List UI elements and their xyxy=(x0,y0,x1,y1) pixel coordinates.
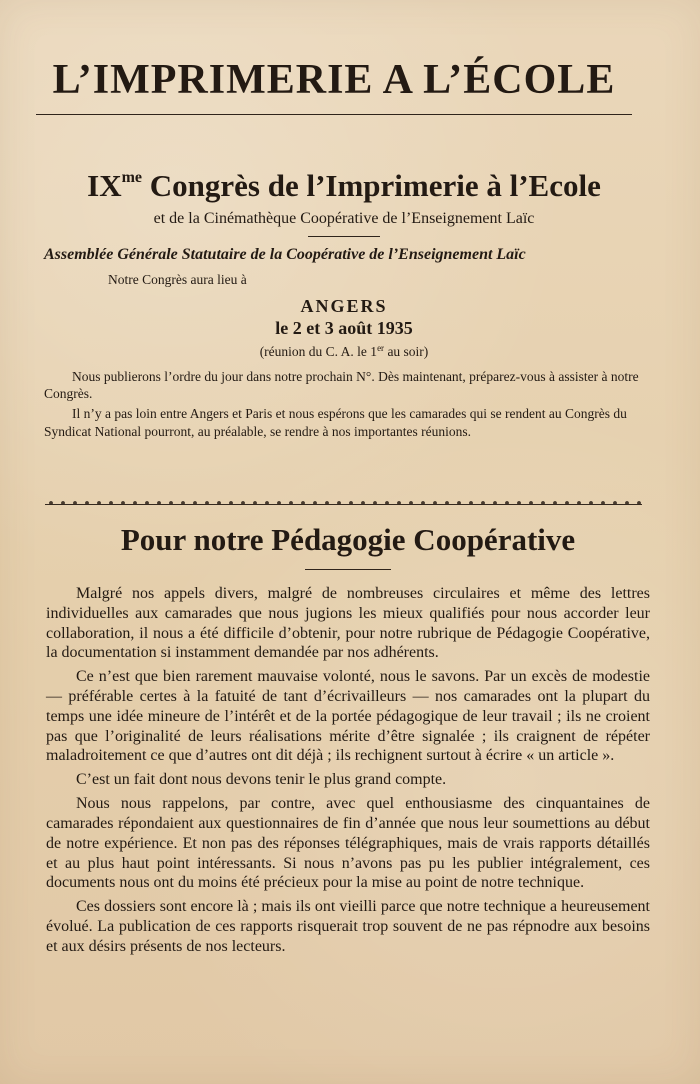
ornamental-divider-dots xyxy=(45,499,642,507)
article-body xyxy=(46,584,650,957)
congress-title-rest: Congrès de l’Imprimerie à l’Ecole xyxy=(142,168,601,203)
congress-short-divider xyxy=(308,236,380,237)
article-paragraph-5: Ces dossiers sont encore là ; mais ils ont vieilli parce que notre technique a heureusement évolué. La publication de ces rapports risquerait trop souvent de ne pas répnodre aux besoins et aux désirs présents de nos lecteurs. xyxy=(46,898,650,955)
congress-dates: le 2 et 3 août 1935 xyxy=(275,317,413,338)
article-section xyxy=(46,524,650,957)
congress-title xyxy=(44,170,644,203)
article-short-divider xyxy=(305,569,391,570)
congress-ordinal-number: IX xyxy=(87,168,122,203)
congress-city: ANGERS xyxy=(300,296,388,317)
assembly-line: Assemblée Générale Statutaire de la Coopérative de l’Enseignement Laïc xyxy=(44,246,526,264)
congress-notice xyxy=(44,170,644,440)
article-paragraph-1: Malgré nos appels divers, malgré de nombreuses circulaires et même des lettres individuelles aux camarades que nous jugions les mieux qualifiés pour nous accorder leur collaboration, il nous a été difficile d’obtenir, pour notre rubrique de Pédagogie Coopérative, la documentation si instamment demandée par nos adhérents. xyxy=(46,584,650,662)
masthead-divider xyxy=(36,114,632,115)
masthead xyxy=(36,58,632,115)
article-title: Pour notre Pédagogie Coopérative xyxy=(120,522,576,557)
congress-paragraph-1: Nous publierons l’ordre du jour dans notre prochain N°. Dès maintenant, préparez-vous à assister à notre Congrès. xyxy=(44,368,639,402)
congress-ordinal-superscript: me xyxy=(121,169,143,186)
congress-subtitle: et de la Cinémathèque Coopérative de l’Enseignement Laïc xyxy=(153,209,535,227)
meeting-note-superscript: er xyxy=(377,342,385,353)
ornamental-divider xyxy=(45,496,642,512)
article-paragraph-3: C’est un fait dont nous devons tenir le plus grand compte. xyxy=(76,771,447,789)
article-paragraph-2: Ce n’est que bien rarement mauvaise volonté, nous le savons. Par un excès de modestie — préférable certes à la fatuité de tant d’écrivailleurs — nos camarades ont la plupart du temps une idée mineure de l’intérêt et de la portée pédagogique de leur travail ; ils ne croient pas que l’originalité de leurs réalisations mérite d’être signalée ; ils craignent de répéter maladroitement ce que d’autres ont dit déjà ; ils rechignent surtout à écrire « un article ». xyxy=(46,668,650,765)
article-paragraph-4: Nous nous rappelons, par contre, avec quel enthousiasme des cinquantaines de camarades répondaient aux questionnaires de fin d’année que nous leur soumettions au début de notre expérience. Et non pas des réponses télégraphiques, mais de vrais rapports détaillés et au plus haut point intéressants. Si nous n’avons pas pu les publier intégralement, ces documents nous ont du moins été précieux pour la mise au point de notre technique. xyxy=(46,795,650,892)
meeting-note-suffix: au soir) xyxy=(384,343,429,359)
congress-paragraph-2: Il n’y a pas loin entre Angers et Paris et nous espérons que les camarades qui se rendent au Congrès du Syndicat National pourront, au préalable, se rendre à nos importantes réunions. xyxy=(44,406,627,439)
meeting-note xyxy=(44,343,644,360)
congress-intro: Notre Congrès aura lieu à xyxy=(108,272,247,288)
masthead-title: L’IMPRIMERIE A L’ÉCOLE xyxy=(52,57,616,103)
congress-ordinal xyxy=(87,170,142,203)
meeting-note-prefix: (réunion du C. A. le 1 xyxy=(259,343,378,359)
